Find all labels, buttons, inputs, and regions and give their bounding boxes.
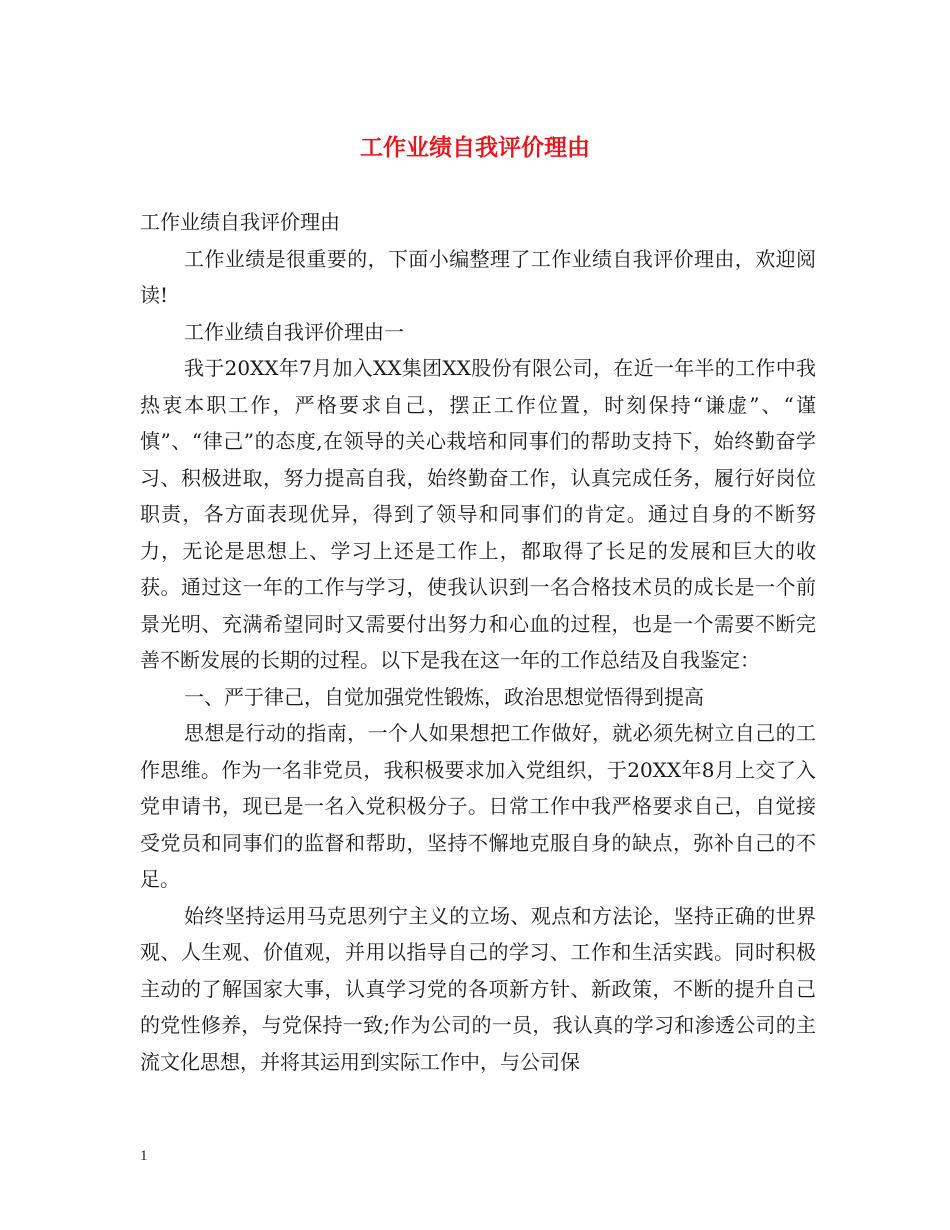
- paragraph-section-heading: 一、严于律己，自觉加强党性锻炼，政治思想觉悟得到提高: [184, 684, 704, 709]
- paragraph-heading: 工作业绩自我评价理由: [140, 210, 340, 234]
- document-body: [140, 204, 816, 1080]
- page-number: 1: [140, 1148, 148, 1164]
- paragraph-body: 思想是行动的指南，一个人如果想把工作做好，就必须先树立自己的工作思维。作为一名非党员，我积极要求加入党组织，于20XX年8月上交了入党申请书，现已是一名入党积极分子。日常工作中我严格要求自己，自觉接受党员和同事们的监督和帮助，坚持不懈地克服自身的缺点，弥补自己的不足。: [140, 721, 816, 891]
- paragraph-subtitle: 工作业绩自我评价理由一: [184, 319, 404, 344]
- paragraph-body: 始终坚持运用马克思列宁主义的立场、观点和方法论，坚持正确的世界观、人生观、价值观，并用以指导自己的学习、工作和生活实践。同时积极主动的了解国家大事，认真学习党的各项新方针、新政策，不断的提升自己的党性修养，与党保持一致;作为公司的一员，我认真的学习和渗透公司的主流文化思想，并将其运用到实际工作中，与公司保: [140, 903, 816, 1074]
- paragraph-body: 我于20XX年7月加入XX集团XX股份有限公司，在近一年半的工作中我热衷本职工作，严格要求自己，摆正工作位置，时刻保持“谦虚”、“谨慎”、“律己”的态度,在领导的关心栽培和同事们的帮助支持下，始终勤奋学习、积极进取，努力提高自我，始终勤奋工作，认真完成任务，履行好岗位职责，各方面表现优异，得到了领导和同事们的肯定。通过自身的不断努力，无论是思想上、学习上还是工作上，都取得了长足的发展和巨大的收获。通过这一年的工作与学习，使我认识到一名合格技术员的成长是一个前景光明、充满希望同时又需要付出努力和心血的过程，也是一个需要不断完善不断发展的长期的过程。以下是我在这一年的工作总结及自我鉴定：: [140, 356, 816, 672]
- document-title: 工作业绩自我评价理由: [360, 134, 590, 161]
- paragraph-intro: 工作业绩是很重要的，下面小编整理了工作业绩自我评价理由，欢迎阅读!: [140, 246, 816, 307]
